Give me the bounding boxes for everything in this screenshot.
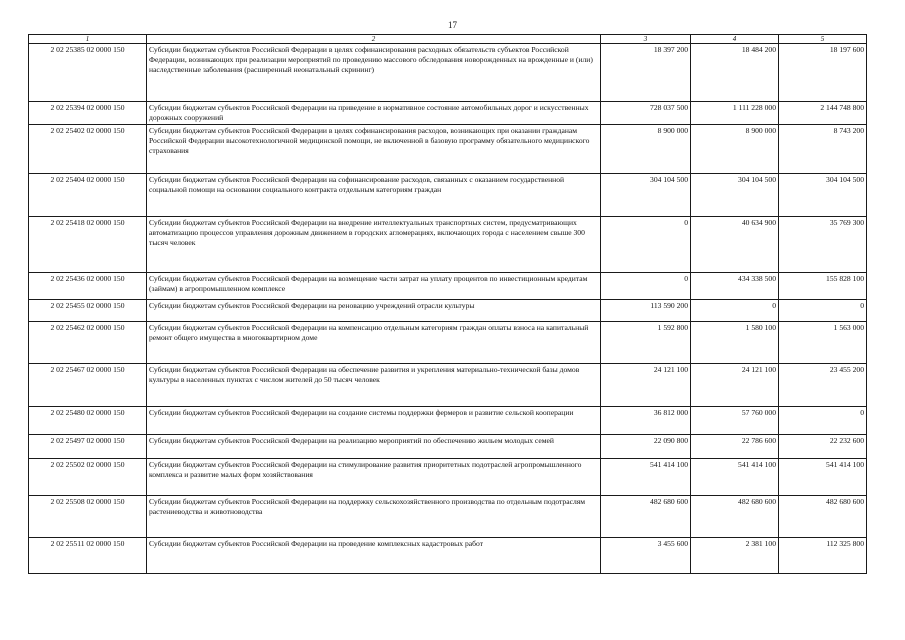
amount-col5-cell: 541 414 100: [779, 459, 867, 496]
column-number-3: 3: [601, 35, 691, 44]
amount-col5-cell: 8 743 200: [779, 125, 867, 174]
amount-col3-cell: 1 592 800: [601, 322, 691, 364]
amount-col4-cell: 541 414 100: [691, 459, 779, 496]
page-number: 17: [448, 20, 457, 30]
description-cell: Субсидии бюджетам субъектов Российской Федерации на реализацию мероприятий по обеспечению жильем молодых семей: [147, 435, 601, 459]
amount-col4-cell: 0: [691, 300, 779, 322]
budget-code-cell: 2 02 25402 02 0000 150: [29, 125, 147, 174]
budget-code-cell: 2 02 25455 02 0000 150: [29, 300, 147, 322]
table-row: [29, 102, 867, 125]
amount-col5-cell: 35 769 300: [779, 217, 867, 273]
amount-col3-cell: 24 121 100: [601, 364, 691, 407]
description-cell: Субсидии бюджетам субъектов Российской Федерации в целях софинансирования расходных обязательств субъектов Российской Федерации, возникающих при реализации мероприятий по проведению массового обследования новорожденных на врожденные и (или) наследственные заболевания (расширенный неонатальный скрининг): [147, 44, 601, 102]
table-row: [29, 217, 867, 273]
amount-col5-cell: 18 197 600: [779, 44, 867, 102]
table-row: [29, 322, 867, 364]
amount-col3-cell: 304 104 500: [601, 174, 691, 217]
amount-col5-cell: 482 680 600: [779, 496, 867, 538]
budget-code-cell: 2 02 25480 02 0000 150: [29, 407, 147, 435]
amount-col3-cell: 3 455 600: [601, 538, 691, 574]
description-cell: Субсидии бюджетам субъектов Российской Федерации на внедрение интеллектуальных транспортных систем, предусматривающих автоматизацию процессов управления дорожным движением в городских агломерациях, включающих города с населением свыше 300 тысяч человек: [147, 217, 601, 273]
description-cell: Субсидии бюджетам субъектов Российской Федерации на реновацию учреждений отрасли культуры: [147, 300, 601, 322]
budget-code-cell: 2 02 25418 02 0000 150: [29, 217, 147, 273]
amount-col5-cell: 2 144 748 800: [779, 102, 867, 125]
description-cell: Субсидии бюджетам субъектов Российской Федерации на возмещение части затрат на уплату процентов по инвестиционным кредитам (займам) в агропромышленном комплексе: [147, 273, 601, 300]
column-number-5: 5: [779, 35, 867, 44]
table-row: [29, 496, 867, 538]
description-cell: Субсидии бюджетам субъектов Российской Федерации на проведение комплексных кадастровых работ: [147, 538, 601, 574]
column-number-2: 2: [147, 35, 601, 44]
amount-col5-cell: 155 828 100: [779, 273, 867, 300]
amount-col4-cell: 2 381 100: [691, 538, 779, 574]
amount-col5-cell: 112 325 800: [779, 538, 867, 574]
column-number-row: [29, 35, 867, 44]
description-cell: Субсидии бюджетам субъектов Российской Федерации на компенсацию отдельным категориям граждан оплаты взноса на капитальный ремонт общего имущества в многоквартирном доме: [147, 322, 601, 364]
amount-col3-cell: 36 812 000: [601, 407, 691, 435]
amount-col4-cell: 434 338 500: [691, 273, 779, 300]
amount-col4-cell: 482 680 600: [691, 496, 779, 538]
amount-col4-cell: 40 634 900: [691, 217, 779, 273]
amount-col4-cell: 304 104 500: [691, 174, 779, 217]
table-row: [29, 300, 867, 322]
budget-code-cell: 2 02 25467 02 0000 150: [29, 364, 147, 407]
budget-code-cell: 2 02 25394 02 0000 150: [29, 102, 147, 125]
table-row: [29, 273, 867, 300]
table-row: [29, 459, 867, 496]
table-row: [29, 174, 867, 217]
amount-col5-cell: 23 455 200: [779, 364, 867, 407]
description-cell: Субсидии бюджетам субъектов Российской Федерации на приведение в нормативное состояние автомобильных дорог и искусственных дорожных сооружений: [147, 102, 601, 125]
table-row: [29, 407, 867, 435]
description-cell: Субсидии бюджетам субъектов Российской Федерации на обеспечение развития и укрепления материально-технической базы домов культуры в населенных пунктах с числом жителей до 50 тысяч человек: [147, 364, 601, 407]
amount-col5-cell: 1 563 000: [779, 322, 867, 364]
budget-code-cell: 2 02 25511 02 0000 150: [29, 538, 147, 574]
amount-col3-cell: 113 590 200: [601, 300, 691, 322]
amount-col3-cell: 728 037 500: [601, 102, 691, 125]
amount-col3-cell: 0: [601, 273, 691, 300]
budget-code-cell: 2 02 25385 02 0000 150: [29, 44, 147, 102]
amount-col4-cell: 24 121 100: [691, 364, 779, 407]
column-number-1: 1: [29, 35, 147, 44]
budget-code-cell: 2 02 25404 02 0000 150: [29, 174, 147, 217]
budget-code-cell: 2 02 25462 02 0000 150: [29, 322, 147, 364]
amount-col5-cell: 22 232 600: [779, 435, 867, 459]
budget-code-cell: 2 02 25497 02 0000 150: [29, 435, 147, 459]
table-row: [29, 538, 867, 574]
description-cell: Субсидии бюджетам субъектов Российской Федерации на поддержку сельскохозяйственного производства по отдельным подотраслям растениеводства и животноводства: [147, 496, 601, 538]
amount-col5-cell: 0: [779, 300, 867, 322]
description-cell: Субсидии бюджетам субъектов Российской Федерации на создание системы поддержки фермеров и развитие сельской кооперации: [147, 407, 601, 435]
description-cell: Субсидии бюджетам субъектов Российской Федерации в целях софинансирования расходов, возникающих при оказании гражданам Российской Федерации высокотехнологичной медицинской помощи, не включенной в базовую программу обязательного медицинского страхования: [147, 125, 601, 174]
amount-col4-cell: 8 900 000: [691, 125, 779, 174]
amount-col5-cell: 0: [779, 407, 867, 435]
table-row: [29, 435, 867, 459]
amount-col4-cell: 57 760 000: [691, 407, 779, 435]
description-cell: Субсидии бюджетам субъектов Российской Федерации на стимулирование развития приоритетных подотраслей агропромышленного комплекса и развитие малых форм хозяйствования: [147, 459, 601, 496]
column-number-4: 4: [691, 35, 779, 44]
amount-col3-cell: 8 900 000: [601, 125, 691, 174]
table-row: [29, 364, 867, 407]
description-cell: Субсидии бюджетам субъектов Российской Федерации на софинансирование расходов, связанных с оказанием государственной социальной помощи на основании социального контракта отдельным категориям граждан: [147, 174, 601, 217]
amount-col4-cell: 1 580 100: [691, 322, 779, 364]
amount-col4-cell: 18 484 200: [691, 44, 779, 102]
amount-col3-cell: 541 414 100: [601, 459, 691, 496]
amount-col3-cell: 482 680 600: [601, 496, 691, 538]
amount-col3-cell: 18 397 200: [601, 44, 691, 102]
budget-table: [28, 34, 867, 574]
amount-col4-cell: 22 786 600: [691, 435, 779, 459]
amount-col5-cell: 304 104 500: [779, 174, 867, 217]
table-row: [29, 125, 867, 174]
amount-col3-cell: 0: [601, 217, 691, 273]
amount-col4-cell: 1 111 228 000: [691, 102, 779, 125]
budget-code-cell: 2 02 25502 02 0000 150: [29, 459, 147, 496]
table-body: [29, 35, 867, 574]
budget-code-cell: 2 02 25508 02 0000 150: [29, 496, 147, 538]
budget-code-cell: 2 02 25436 02 0000 150: [29, 273, 147, 300]
amount-col3-cell: 22 090 800: [601, 435, 691, 459]
table-row: [29, 44, 867, 102]
